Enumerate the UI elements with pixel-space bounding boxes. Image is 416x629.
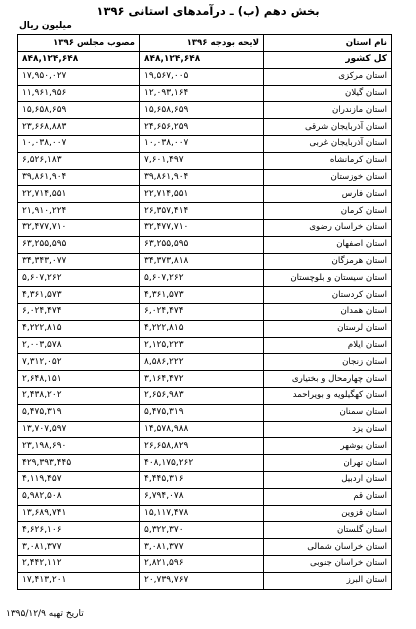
- bill-value: ۶,۰۲۴,۴۷۴: [140, 303, 264, 320]
- bill-value: ۲,۶۵۶,۹۸۳: [140, 387, 264, 404]
- province-name: استان خراسان شمالی: [264, 539, 392, 556]
- approved-value: ۳۴,۳۴۳,۰۷۷: [18, 253, 140, 270]
- province-name: استان کرمان: [264, 203, 392, 220]
- table-row: [18, 505, 392, 522]
- total-approved: ۸۴۸,۱۲۴,۶۴۸: [18, 52, 140, 69]
- table-row: [18, 253, 392, 270]
- province-name: استان گلستان: [264, 522, 392, 539]
- bill-value: ۲۲,۷۱۴,۵۵۱: [140, 186, 264, 203]
- approved-value: ۲۳,۱۹۸,۶۹۰: [18, 438, 140, 455]
- bill-value: ۵,۶۰۷,۲۶۲: [140, 270, 264, 287]
- approved-value: ۱۱,۹۶۱,۹۵۶: [18, 85, 140, 102]
- province-name: استان کرمانشاه: [264, 152, 392, 169]
- approved-value: ۱۵,۶۵۸,۶۵۹: [18, 102, 140, 119]
- bill-value: ۱۰,۰۳۸,۰۰۷: [140, 135, 264, 152]
- bill-value: ۲۶,۳۵۷,۴۱۴: [140, 203, 264, 220]
- province-name: استان هرمزگان: [264, 253, 392, 270]
- header-approved: مصوب مجلس ۱۳۹۶: [18, 35, 140, 52]
- province-name: استان مرکزی: [264, 68, 392, 85]
- table-header-row: [18, 35, 392, 52]
- table-row: [18, 539, 392, 556]
- approved-value: ۲,۴۴۲,۱۱۲: [18, 555, 140, 572]
- province-name: استان زنجان: [264, 354, 392, 371]
- table-row: [18, 421, 392, 438]
- approved-value: ۱۳,۶۸۹,۷۴۱: [18, 505, 140, 522]
- table-row: [18, 270, 392, 287]
- table-row: [18, 135, 392, 152]
- table-row: [18, 68, 392, 85]
- approved-value: ۵,۶۰۷,۲۶۲: [18, 270, 140, 287]
- bill-value: ۴,۳۶۱,۵۷۳: [140, 287, 264, 304]
- table-row: [18, 354, 392, 371]
- province-name: استان اردبیل: [264, 471, 392, 488]
- approved-value: ۶۳,۲۵۵,۵۹۵: [18, 236, 140, 253]
- table-row: [18, 488, 392, 505]
- bill-value: ۱۲,۰۹۳,۱۶۴: [140, 85, 264, 102]
- province-name: استان کردستان: [264, 287, 392, 304]
- table-row: [18, 219, 392, 236]
- revenue-table: [17, 34, 392, 590]
- province-name: استان بوشهر: [264, 438, 392, 455]
- unit-label: میلیون ریال: [19, 21, 72, 31]
- bill-value: ۱۵,۱۱۷,۴۷۸: [140, 505, 264, 522]
- bill-value: ۱۹,۵۶۷,۰۰۵: [140, 68, 264, 85]
- approved-value: ۲۲,۷۱۴,۵۵۱: [18, 186, 140, 203]
- table-row: [18, 303, 392, 320]
- province-name: استان اصفهان: [264, 236, 392, 253]
- approved-value: ۵,۹۸۲,۵۰۸: [18, 488, 140, 505]
- approved-value: ۶,۵۲۶,۱۸۳: [18, 152, 140, 169]
- approved-value: ۲,۴۳۸,۲۰۲: [18, 387, 140, 404]
- province-name: استان گیلان: [264, 85, 392, 102]
- bill-value: ۳۹,۸۶۱,۹۰۴: [140, 169, 264, 186]
- province-name: استان آذربایجان شرقی: [264, 119, 392, 136]
- approved-value: ۴,۲۲۲,۸۱۵: [18, 320, 140, 337]
- total-bill: ۸۴۸,۱۲۴,۶۴۸: [140, 52, 264, 69]
- table-row: [18, 287, 392, 304]
- approved-value: ۳,۰۸۱,۳۷۷: [18, 539, 140, 556]
- province-name: استان همدان: [264, 303, 392, 320]
- bill-value: ۵,۴۷۵,۳۱۹: [140, 404, 264, 421]
- province-name: استان خراسان جنوبی: [264, 555, 392, 572]
- bill-value: ۸,۵۸۶,۲۲۲: [140, 354, 264, 371]
- approved-value: ۱۰,۰۳۸,۰۰۷: [18, 135, 140, 152]
- approved-value: ۴,۳۶۱,۵۷۳: [18, 287, 140, 304]
- province-name: استان یزد: [264, 421, 392, 438]
- approved-value: ۶,۰۲۴,۴۷۴: [18, 303, 140, 320]
- province-name: استان تهران: [264, 455, 392, 472]
- total-label: کل کشور: [264, 52, 392, 69]
- province-name: استان سیستان و بلوچستان: [264, 270, 392, 287]
- table-row: [18, 455, 392, 472]
- approved-value: ۲,۰۰۳,۵۷۸: [18, 337, 140, 354]
- bill-value: ۵,۳۲۲,۳۷۰: [140, 522, 264, 539]
- prepared-date: تاریخ تهیه ۱۳۹۵/۱۲/۹: [6, 609, 84, 619]
- bill-value: ۷,۶۰۱,۴۹۷: [140, 152, 264, 169]
- total-row: [18, 52, 392, 69]
- table-row: [18, 85, 392, 102]
- approved-value: ۱۳,۷۰۷,۵۹۷: [18, 421, 140, 438]
- province-name: استان لرستان: [264, 320, 392, 337]
- bill-value: ۶,۷۹۴,۰۷۸: [140, 488, 264, 505]
- approved-value: ۲۳,۶۶۸,۸۸۳: [18, 119, 140, 136]
- table-row: [18, 119, 392, 136]
- bill-value: ۶۳,۲۵۵,۵۹۵: [140, 236, 264, 253]
- province-name: استان چهارمحال و بختیاری: [264, 371, 392, 388]
- province-name: استان سمنان: [264, 404, 392, 421]
- page-title: بخش دهم (ب) ـ درآمدهای استانی ۱۳۹۶: [96, 4, 320, 18]
- bill-value: ۲۰,۷۳۹,۷۶۷: [140, 572, 264, 589]
- table-row: [18, 320, 392, 337]
- bill-value: ۱۵,۶۵۸,۶۵۹: [140, 102, 264, 119]
- province-name: استان خراسان رضوی: [264, 219, 392, 236]
- bill-value: ۳۴,۳۷۳,۸۱۸: [140, 253, 264, 270]
- table-row: [18, 555, 392, 572]
- province-name: استان خوزستان: [264, 169, 392, 186]
- approved-value: ۴,۱۱۹,۴۵۷: [18, 471, 140, 488]
- table-row: [18, 471, 392, 488]
- approved-value: ۷,۳۱۲,۰۵۲: [18, 354, 140, 371]
- province-name: استان فارس: [264, 186, 392, 203]
- table-row: [18, 438, 392, 455]
- table-row: [18, 236, 392, 253]
- table-row: [18, 186, 392, 203]
- province-name: استان آذربایجان غربی: [264, 135, 392, 152]
- bill-value: ۲,۸۲۱,۵۹۶: [140, 555, 264, 572]
- province-name: استان ایلام: [264, 337, 392, 354]
- approved-value: ۱۷,۹۵۰,۰۲۷: [18, 68, 140, 85]
- table-row: [18, 337, 392, 354]
- table-row: [18, 522, 392, 539]
- province-name: استان قم: [264, 488, 392, 505]
- approved-value: ۳۹,۸۶۱,۹۰۴: [18, 169, 140, 186]
- bill-value: ۲,۱۲۵,۲۲۳: [140, 337, 264, 354]
- bill-value: ۴,۲۲۲,۸۱۵: [140, 320, 264, 337]
- province-name: استان مازندران: [264, 102, 392, 119]
- bill-value: ۳,۱۶۴,۴۷۲: [140, 371, 264, 388]
- bill-value: ۳۲,۴۷۷,۷۱۰: [140, 219, 264, 236]
- approved-value: ۳۲,۴۷۷,۷۱۰: [18, 219, 140, 236]
- table-row: [18, 203, 392, 220]
- table-row: [18, 169, 392, 186]
- bill-value: ۲۶,۶۵۸,۸۲۹: [140, 438, 264, 455]
- approved-value: ۲,۶۴۸,۱۵۱: [18, 371, 140, 388]
- approved-value: ۴۲۹,۳۹۳,۴۴۵: [18, 455, 140, 472]
- table-row: [18, 102, 392, 119]
- province-name: استان البرز: [264, 572, 392, 589]
- bill-value: ۳,۰۸۱,۳۷۷: [140, 539, 264, 556]
- table-row: [18, 371, 392, 388]
- province-name: استان کهگیلویه و بویراحمد: [264, 387, 392, 404]
- bill-value: ۲۴,۶۵۶,۲۵۹: [140, 119, 264, 136]
- approved-value: ۲۱,۹۱۰,۲۲۴: [18, 203, 140, 220]
- table-row: [18, 404, 392, 421]
- bill-value: ۱۴,۵۷۸,۹۸۸: [140, 421, 264, 438]
- approved-value: ۱۷,۴۱۳,۲۰۱: [18, 572, 140, 589]
- table-row: [18, 572, 392, 589]
- bill-value: ۴,۴۴۵,۳۱۶: [140, 471, 264, 488]
- table-row: [18, 152, 392, 169]
- table-row: [18, 387, 392, 404]
- bill-value: ۴۰۸,۱۷۵,۲۶۲: [140, 455, 264, 472]
- header-bill: لایحه بودجه ۱۳۹۶: [140, 35, 264, 52]
- approved-value: ۵,۴۷۵,۳۱۹: [18, 404, 140, 421]
- approved-value: ۴,۶۲۶,۱۰۶: [18, 522, 140, 539]
- province-name: استان قزوین: [264, 505, 392, 522]
- header-province: نام استان: [264, 35, 392, 52]
